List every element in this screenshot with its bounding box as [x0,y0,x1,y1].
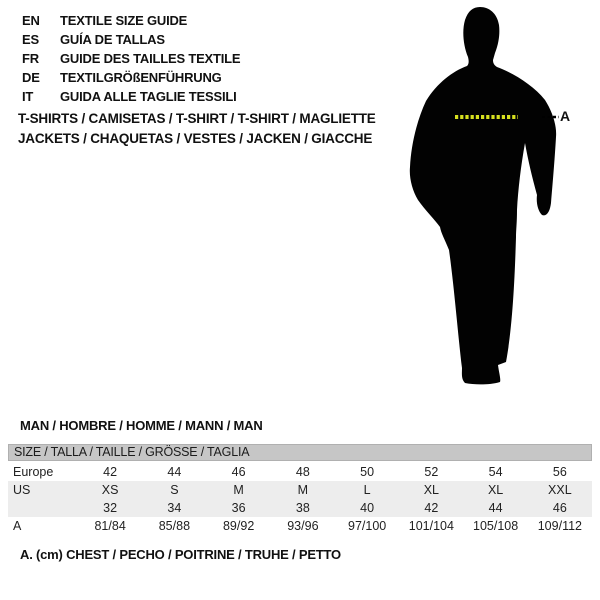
table-cell: 81/84 [94,519,126,533]
table-cell: M [233,483,244,497]
language-label: TEXTILE SIZE GUIDE [60,13,188,28]
table-cell: 48 [295,465,310,479]
language-label: GUIDE DES TAILLES TEXTILE [60,51,241,66]
table-cell: XS [101,483,119,497]
language-code: IT [22,89,34,104]
table-cell: 85/88 [158,519,191,533]
table-cell: 40 [360,501,375,515]
table-cell: 36 [231,501,246,515]
row-label [8,499,78,517]
man-silhouette-shape [410,7,556,384]
table-cell: 97/100 [348,519,387,533]
language-label: GUIDA ALLE TAGLIE TESSILI [60,89,237,104]
table-cell: 105/108 [473,519,519,533]
table-row-us [8,481,592,499]
table-cell: 44 [167,465,182,479]
table-cell: 93/96 [287,519,319,533]
table-cell: M [297,483,309,497]
language-list [22,11,240,106]
table-row-chest-a [8,517,592,535]
table-cell: 54 [488,465,503,479]
row-label: US [13,483,31,497]
category-line-tshirts: T-SHIRTS / CAMISETAS / T-SHIRT / T-SHIRT / MAGLIETTE [18,111,376,126]
table-cell: S [170,483,179,497]
table-cell: 89/92 [222,519,255,533]
size-table [8,444,592,535]
language-row-en [22,11,240,30]
section-title-man: MAN / HOMBRE / HOMME / MANN / MAN [20,418,263,433]
table-row-europe [8,463,592,481]
table-cell: 46 [552,501,567,515]
table-cell: XL [423,483,440,497]
table-cell: 46 [231,465,246,479]
man-silhouette [405,5,575,395]
measurement-footnote: A. (cm) CHEST / PECHO / POITRINE / TRUHE / PETTO [20,547,341,562]
table-cell: XXL [548,483,572,497]
language-code: FR [22,51,39,66]
table-cell: XL [487,483,504,497]
table-cell: 42 [424,501,439,515]
table-row-numeric [8,499,592,517]
table-cell: 42 [103,465,118,479]
language-row-es [22,30,240,49]
table-cell: L [363,483,371,497]
measure-label-a: A [560,108,571,124]
language-label: GUÍA DE TALLAS [60,32,165,47]
table-cell: 38 [295,501,310,515]
garment-categories [18,109,376,148]
row-label: A [13,519,22,533]
language-code: EN [22,13,40,28]
language-label: TEXTILGRÖßENFÜHRUNG [60,70,222,85]
table-cell: 52 [424,465,439,479]
table-cell: 44 [488,501,503,515]
table-cell: 109/112 [537,519,582,533]
table-cell: 56 [552,465,567,479]
language-row-de [22,68,240,87]
table-cell: 101/104 [408,519,454,533]
row-label: Europe [13,465,54,479]
language-row-it [22,87,240,106]
category-line-jackets: JACKETS / CHAQUETAS / VESTES / JACKEN / GIACCHE [18,130,373,146]
table-cell: 34 [167,501,182,515]
language-row-fr [22,49,240,68]
size-table-header: SIZE / TALLA / TAILLE / GRÖSSE / TAGLIA [8,444,592,461]
table-cell: 32 [103,501,118,515]
language-code: DE [22,70,40,85]
table-cell: 50 [360,465,375,479]
language-code: ES [22,32,39,47]
